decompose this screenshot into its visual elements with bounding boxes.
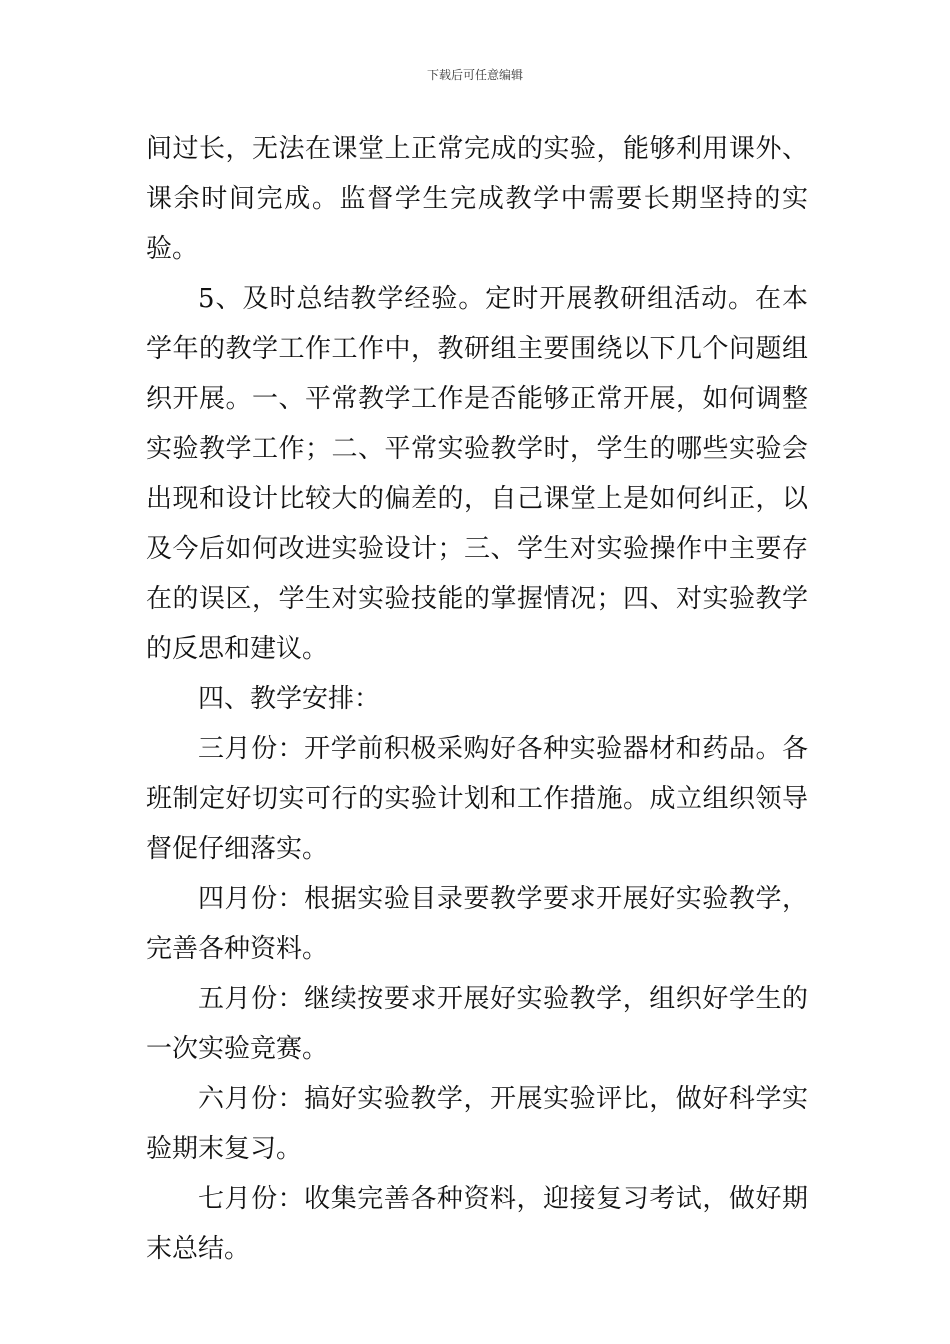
paragraph-teaching-summary: 5、及时总结教学经验。定时开展教研组活动。在本学年的教学工作工作中，教研组主要围绕以下几个问题组织开展。一、平常教学工作是否能够正常开展，如何调整实验教学工作；二、平常实验教学时，学生的哪些实验会出现和设计比较大的偏差的，自己课堂上是如何纠正，以及今后如何改进实验设计；三、学生对实验操作中主要存在的误区，学生对实验技能的掌握情况；四、对实验教学的反思和建议。 [146, 284, 808, 664]
header-note: 下载后可任意编辑 [426, 68, 523, 82]
paragraph-april: 四月份：根据实验目录要教学要求开展好实验教学，完善各种资料。 [146, 884, 808, 964]
document-body [146, 124, 808, 1274]
paragraph-july: 七月份：收集完善各种资料，迎接复习考试，做好期末总结。 [146, 1184, 808, 1264]
paragraph-june: 六月份：搞好实验教学，开展实验评比，做好科学实验期末复习。 [146, 1084, 808, 1164]
section-heading-schedule: 四、教学安排： [198, 684, 381, 714]
paragraph-may: 五月份：继续按要求开展好实验教学，组织好学生的一次实验竞赛。 [146, 984, 808, 1064]
paragraph-march: 三月份：开学前积极采购好各种实验器材和药品。各班制定好切实可行的实验计划和工作措施。成立组织领导督促仔细落实。 [146, 734, 808, 864]
paragraph-continuation: 间过长，无法在课堂上正常完成的实验，能够利用课外、课余时间完成。监督学生完成教学中需要长期坚持的实验。 [146, 134, 808, 264]
